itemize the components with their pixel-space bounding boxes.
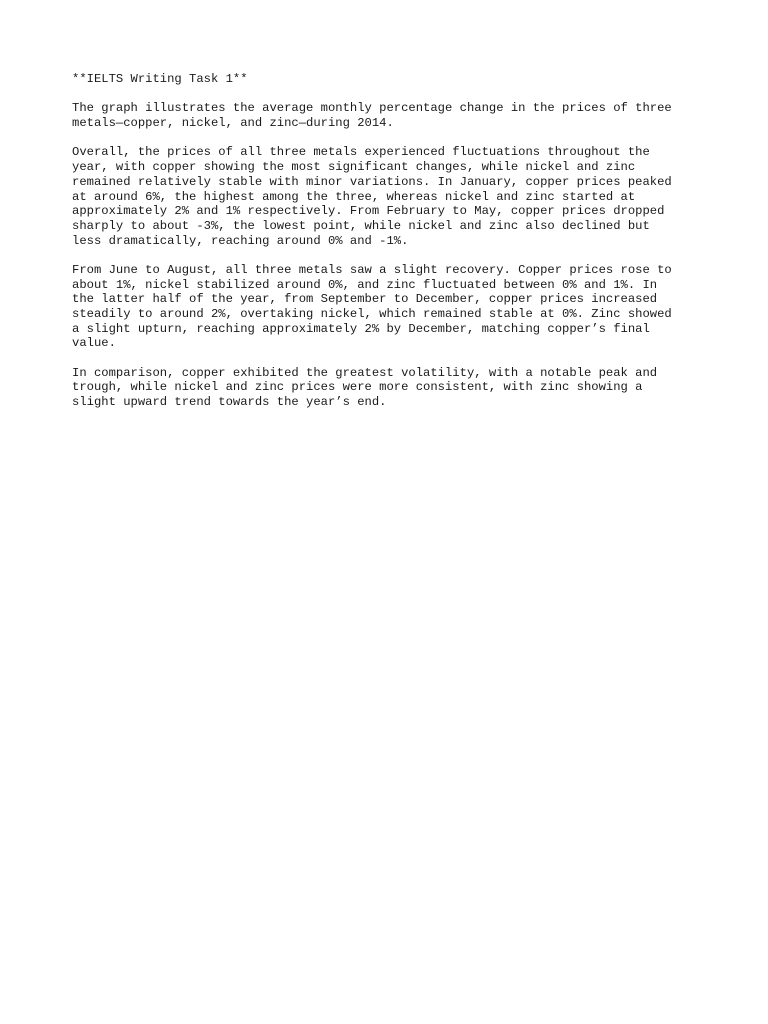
text-line: remained relatively stable with minor variations. In January, copper prices peaked (72, 174, 672, 189)
text-line: the latter half of the year, from September to December, copper prices increased (72, 292, 658, 307)
text-line: value. (72, 336, 116, 351)
text-line: steadily to around 2%, overtaking nickel, which remained stable at 0%. Zinc showed (72, 307, 672, 321)
text-line: trough, while nickel and zinc prices were more consistent, with zinc showing a (72, 380, 643, 395)
document-title: **IELTS Writing Task 1** (72, 72, 248, 86)
text-line: From June to August, all three metals saw a slight recovery. Copper prices rose to (72, 262, 672, 277)
text-line: less dramatically, reaching around 0% and -1%. (72, 233, 409, 248)
paragraph-comparison (72, 366, 712, 410)
text-line: Overall, the prices of all three metals experienced fluctuations throughout the (72, 145, 650, 160)
text-line: a slight upturn, reaching approximately 2% by December, matching copper’s final (72, 321, 650, 336)
paragraph-overview (72, 145, 712, 248)
text-line: In comparison, copper exhibited the greatest volatility, with a notable peak and (72, 365, 658, 380)
text-line: approximately 2% and 1% respectively. From February to May, copper prices dropped (72, 204, 665, 219)
text-line: The graph illustrates the average monthly percentage change in the prices of three (72, 101, 672, 116)
text-line: at around 6%, the highest among the three, whereas nickel and zinc started at (72, 189, 636, 204)
paragraph-intro (72, 101, 712, 130)
text-line: metals—copper, nickel, and zinc—during 2014. (72, 116, 394, 131)
paragraph-details (72, 263, 712, 351)
text-line: sharply to about -3%, the lowest point, while nickel and zinc also declined but (72, 218, 650, 233)
document-page (72, 72, 712, 425)
text-line: slight upward trend towards the year’s end. (72, 395, 387, 410)
text-line: year, with copper showing the most significant changes, while nickel and zinc (72, 160, 636, 175)
text-line: about 1%, nickel stabilized around 0%, and zinc fluctuated between 0% and 1%. In (72, 277, 658, 292)
